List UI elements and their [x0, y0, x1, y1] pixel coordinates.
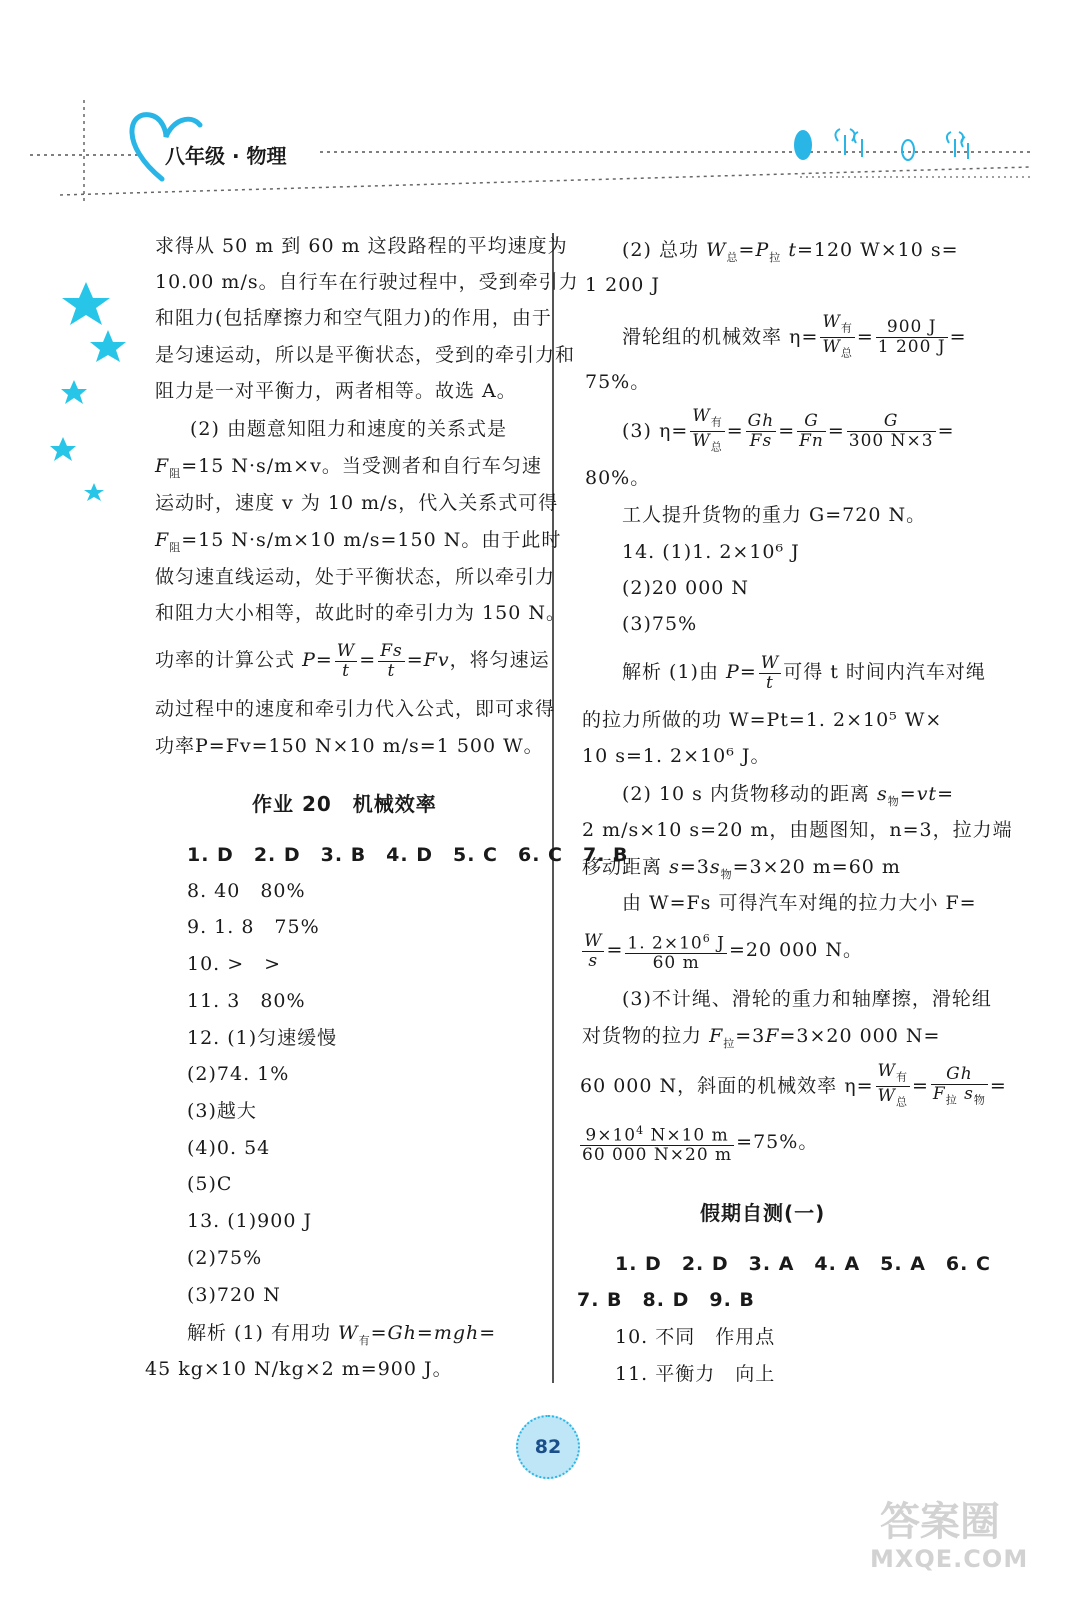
answer-line: (2)74. 1%	[187, 1063, 290, 1085]
text-line: 10.00 m/s。自行车在行驶过程中，受到牵引力	[155, 271, 579, 293]
power-formula-line: 功率的计算公式 P= $\frac{W}{t}$ = $\frac{Fs}{t}$ =Fv，将匀速运	[155, 640, 550, 681]
text-line: 求得从 50 m 到 60 m 这段路程的平均速度为	[155, 235, 568, 257]
watermark-logo: 答案圈	[880, 1499, 1000, 1545]
header-title: 八年级 · 物理	[165, 144, 287, 168]
star-icon	[90, 330, 126, 362]
answer-line: 13. (1)900 J	[187, 1210, 313, 1232]
text-line: (2) 由题意知阻力和速度的关系式是	[190, 418, 507, 440]
page-number: 82	[534, 1436, 562, 1458]
text-line: 对货物的拉力 $F_拉=3F=3\times 20$ 000 N=	[582, 1025, 941, 1050]
text-line: 的拉力所做的功 W=Pt=1. 2×10⁵ W×	[582, 709, 943, 731]
answer-line: (3)720 N	[187, 1284, 281, 1306]
text-line: 是匀速运动，所以是平衡状态，受到的牵引力和	[155, 344, 576, 366]
text-line: 1 200 J	[585, 274, 661, 296]
text-line: 功率P=Fv=150 N×10 m/s=1 500 W。	[155, 735, 544, 757]
leaf-icon	[902, 140, 914, 160]
answer-line: (2)75%	[187, 1247, 263, 1269]
efficiency-line: 60 000 N，斜面的机械效率 η= $\frac{W_有}{W_总}$ = $\frac{Gh}{F_拉 s_物}$ =	[580, 1061, 1007, 1109]
answer-line: 1. D 2. D 3. B 4. D 5. C 6. C 7. B	[187, 844, 629, 866]
text-line: (2) 总功 $W_总=P_拉$ t=120 W×10 s=	[622, 239, 959, 264]
answer-line: 9. 1. 8 75%	[187, 916, 320, 938]
answer-line: 1. D 2. D 3. A 4. A 5. A 6. C	[615, 1253, 991, 1275]
force-line: $\frac{W}{s}$ = $\frac{1. 2\times 10^6 J}{60 m}$ =20 000 N。	[584, 930, 864, 974]
answer-line: (2)20 000 N	[622, 577, 750, 599]
text-line: 和阻力(包括摩擦力和空气阻力)的作用，由于	[155, 307, 552, 329]
text-line: 由 W=Fs 可得汽车对绳的拉力大小 F=	[622, 892, 977, 914]
text-line: 做匀速直线运动，处于平衡状态，所以牵引力	[155, 566, 556, 588]
analysis-line: 解析 (1)由 P= $\frac{W}{t}$ 可得 t 时间内汽车对绳	[622, 652, 986, 693]
answer-line: 11. 3 80%	[187, 990, 306, 1012]
text-line: $F_阻=15$ N·s/m×v。当受测者和自行车匀速	[155, 455, 542, 480]
section-title: 假期自测(一)	[700, 1201, 826, 1225]
text-line: (3)不计绳、滑轮的重力和轴摩擦，滑轮组	[622, 988, 992, 1010]
text-line: $F_阻=15$ N·s/m×10 m/s=150 N。由于此时	[155, 529, 562, 554]
text-line: 75%。	[585, 371, 651, 393]
star-icon	[61, 380, 87, 404]
text-line: 2 m/s×10 s=20 m，由题图知，n=3，拉力端	[582, 819, 1013, 841]
text-line: 动过程中的速度和牵引力代入公式，即可求得	[155, 698, 556, 720]
answer-line: 12. (1)匀速缓慢	[187, 1027, 338, 1049]
star-icon	[84, 483, 104, 501]
star-icon	[50, 437, 76, 461]
answer-line: 8. 40 80%	[187, 880, 306, 902]
analysis-line: 解析 (1) 有用功 $W_有=Gh=mgh=$	[187, 1322, 497, 1347]
answer-line: (4)0. 54	[187, 1137, 271, 1159]
answer-line: (5)C	[187, 1173, 233, 1195]
watermark-url: MXQE.COM	[870, 1545, 1029, 1573]
text-line: 80%。	[585, 467, 651, 489]
page-number-badge	[516, 1415, 580, 1479]
text-line: 运动时，速度 v 为 10 m/s，代入关系式可得	[155, 492, 559, 514]
answer-line: (3)越大	[187, 1100, 257, 1122]
section-title: 作业 20 机械效率	[252, 792, 437, 816]
stars-decoration	[50, 280, 140, 510]
text-line: 移动距离 $s=3s_物=3\times 20$ m=60 m	[582, 856, 901, 881]
answer-line: 45 kg×10 N/kg×2 m=900 J。	[145, 1358, 453, 1380]
column-divider	[552, 233, 554, 1383]
efficiency-line: (3) η= $\frac{W_有}{W_总}$ = $\frac{Gh}{Fs}$ = $\frac{G}{Fn}$ = $\frac{G}{300 N\times 3}$ =	[622, 406, 955, 454]
text-line: 阻力是一对平衡力，两者相等。故选 A。	[155, 380, 517, 402]
header-decoration	[0, 95, 1071, 205]
text-line: 和阻力大小相等，故此时的牵引力为 150 N。	[155, 602, 566, 624]
star-icon	[62, 282, 110, 325]
answer-line: 14. (1)1. 2×10⁶ J	[622, 541, 800, 563]
answer-line: (3)75%	[622, 613, 698, 635]
answer-line: 7. B 8. D 9. B	[577, 1289, 755, 1311]
answer-line: 10. > >	[187, 953, 282, 975]
text-line: 工人提升货物的重力 G=720 N。	[622, 504, 927, 526]
text-line: (2) 10 s 内货物移动的距离 $s_物=vt=$	[622, 783, 954, 808]
text-line: 10 s=1. 2×10⁶ J。	[582, 745, 771, 767]
leaf-icon	[794, 130, 812, 160]
efficiency-line: 滑轮组的机械效率 η= $\frac{W_有}{W_总}$ = $\frac{900 J}{1 200 J}$ =	[622, 312, 967, 360]
answer-line: 11. 平衡力 向上	[615, 1363, 776, 1385]
answer-line: 10. 不同 作用点	[615, 1326, 776, 1348]
efficiency-line: $\frac{9\times 10^4 N\times 10 m}{60 000 N\times 20 m}$ =75%。	[578, 1120, 818, 1165]
